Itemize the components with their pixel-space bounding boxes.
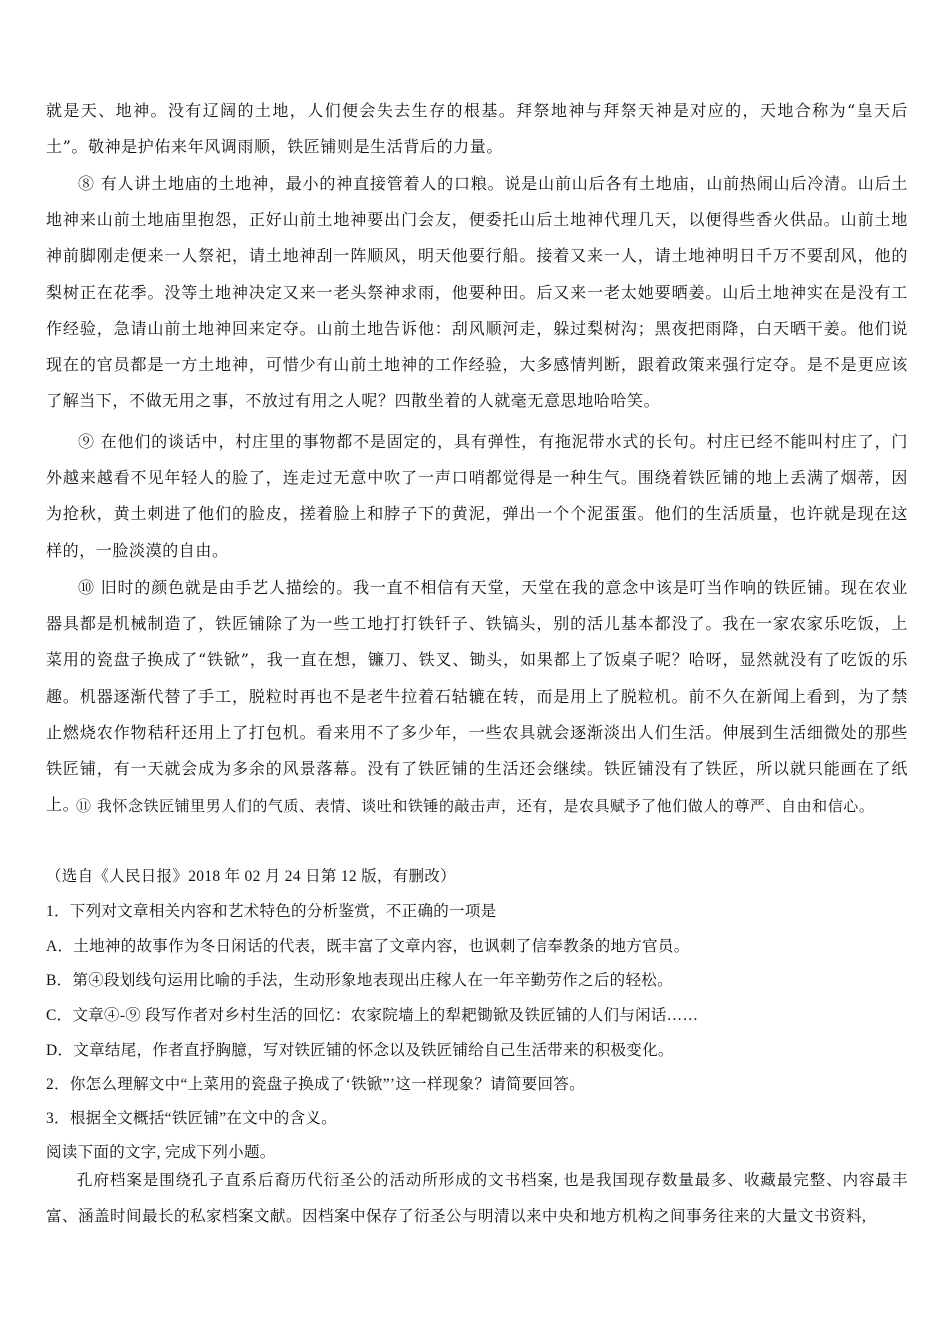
article-paragraph-10: ⑩ 旧时的颜色就是由手艺人描绘的。我一直不相信有天堂，天堂在我的意念中该是叮当作响的铁匠铺。现在农业器具都是机械制造了，铁匠铺除了为一些工地打打铁钎子、铁镐头，别的活儿基本都没了。我在一家农家乐吃饭，上菜用的瓷盘子换成了“铁锨”，我一直在想，镰刀、铁叉、锄头，如果都上了饭桌子呢？哈呀，显然就没有了吃饭的乐趣。机器逐渐代替了手工，脱粒时再也不是老牛拉着石轱辘在转，而是用上了脱粒机。前不久在新闻上看到，为了禁止燃烧农作物秸秆还用上了打包机。看来用不了多少年，一些农具就会逐渐淡出人们生活。伸展到生活细微处的那些铁匠铺，有一天就会成为多余的风景落幕。没有了铁匠铺的生活还会继续。铁匠铺没有了铁匠，所以就只能画在了纸上。: [46, 578, 908, 815]
question-1-option-c: C．文章④-⑨ 段写作者对乡村生活的回忆：农家院墙上的犁耙锄锨及铁匠铺的人们与闲话……: [46, 1007, 699, 1024]
question-1: 1．下列对文章相关内容和艺术特色的分析鉴赏，不正确的一项是: [46, 903, 497, 920]
article-paragraph-9: ⑨ 在他们的谈话中，村庄里的事物都不是固定的，具有弹性，有拖泥带水式的长句。村庄已经不能叫村庄了，门外越来越看不见年轻人的脸了，连走过无意中吹了一声口哨都觉得是一种生气。围绕着铁匠铺的地上丢满了烟蒂，因为抢秋，黄土刺进了他们的脸皮，搓着脸上和脖子下的黄泥，弹出一个个泥蛋蛋。他们的生活质量，也许就是现在这样的，一脸淡漠的自由。: [46, 432, 908, 560]
question-1-option-d: D．文章结尾，作者直抒胸臆，写对铁匠铺的怀念以及铁匠铺给自己生活带来的积极变化。: [46, 1042, 674, 1059]
question-1-option-b: B．第④段划线句运用比喻的手法，生动形象地表现出庄稼人在一年辛勤劳作之后的轻松。: [46, 972, 673, 989]
reading-passage-paragraph: 孔府档案是围绕孔子直系后裔历代衍圣公的活动所形成的文书档案, 也是我国现存数量最多、收藏最完整、内容最丰富、涵盖时间最长的私家档案文献。因档案中保存了衍圣公与明清以来中央和地方机构之间事务往来的大量文书资料,: [46, 1172, 908, 1226]
article-paragraph-8: ⑧ 有人讲土地庙的土地神，最小的神直接管着人的口粮。说是山前山后各有土地庙，山前热闹山后冷清。山后土地神来山前土地庙里抱怨，正好山前土地神要出门会友，便委托山后土地神代理几天，以便得些香火供品。山前土地神前脚刚走便来一人祭祀，请土地神刮一阵顺风，明天他要行船。接着又来一人，请土地神明日千万不要刮风，他的梨树正在花季。没等土地神决定又来一老头祭神求雨，他要种田。后又来一老太她要晒姜。山后土地神实在是没有工作经验，急请山前土地神回来定夺。山前土地告诉他：刮风顺河走，躲过梨树沟；黑夜把雨降，白天晒干姜。他们说现在的官员都是一方土地神，可惜少有山前土地神的工作经验，大多感情判断，跟着政策来强行定夺。是不是更应该了解当下，不做无用之事，不放过有用之人呢？四散坐着的人就毫无意思地哈哈笑。: [46, 174, 908, 411]
question-1-option-a: A．土地神的故事作为冬日闲话的代表，既丰富了文章内容，也讽刺了信奉教条的地方官员。: [46, 938, 690, 955]
question-2: 2．你怎么理解文中“上菜用的瓷盘子换成了‘铁锨”’这一样现象？请简要回答。: [46, 1076, 585, 1093]
article-paragraph-7-end: 就是天、地神。没有辽阔的土地，人们便会失去生存的根基。拜祭地神与拜祭天神是对应的，天地合称为“皇天后土”。敬神是护佑来年风调雨顺，铁匠铺则是生活背后的力量。: [46, 101, 908, 157]
article-source: （选自《人民日报》2018 年 02 月 24 日第 12 版，有删改）: [46, 868, 456, 885]
article-paragraph-11: ⑪ 我怀念铁匠铺里男人们的气质、表情、谈吐和铁锤的敲击声，还有，是农具赋予了他们做人的尊严、自由和信心。: [76, 797, 875, 815]
reading-instructions: 阅读下面的文字, 完成下列小题。: [46, 1144, 276, 1161]
question-3: 3．根据全文概括“铁匠铺”在文中的含义。: [46, 1110, 338, 1127]
